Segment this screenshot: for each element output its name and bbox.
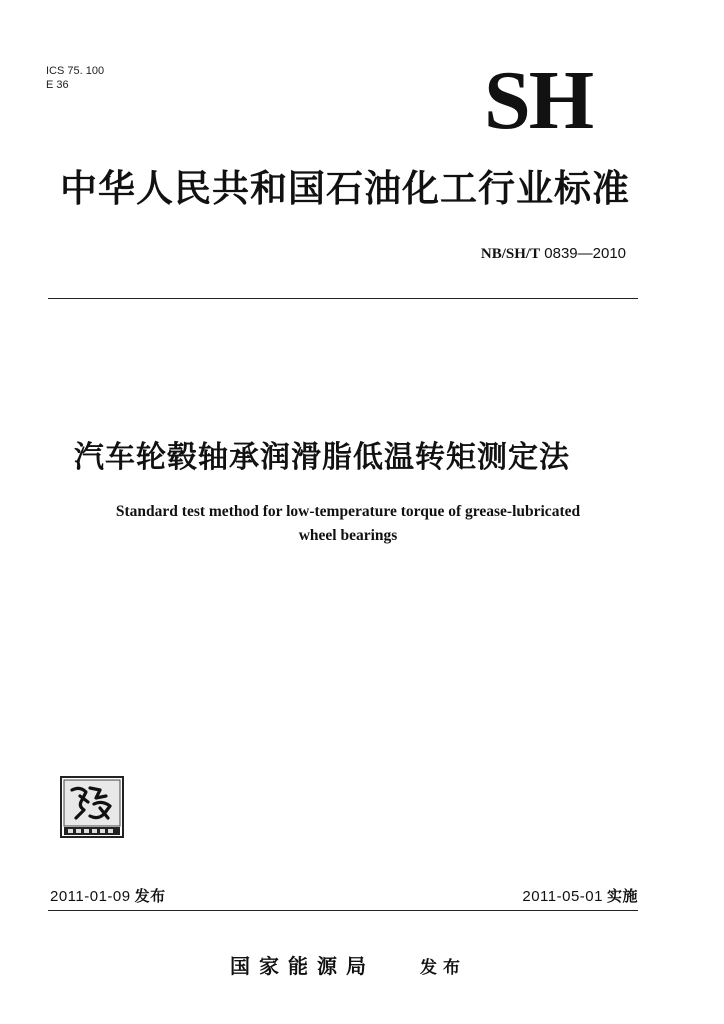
implementation-date-value: 2011-05-01 — [522, 888, 603, 905]
ics-code: ICS 75. 100 — [46, 65, 105, 77]
bottom-divider — [48, 910, 638, 911]
english-title-line-2: wheel bearings — [298, 527, 398, 544]
org-title: 中华人民共和国石油化工行业标准 — [60, 167, 630, 210]
top-divider — [48, 298, 638, 299]
chinese-title: 汽车轮毂轴承润滑脂低温转矩测定法 — [74, 440, 570, 475]
standard-code-prefix: NB/SH/T — [480, 246, 541, 262]
publisher-seal-icon — [60, 776, 124, 838]
ccs-code: E 36 — [46, 79, 69, 91]
publish-label: 发布 — [420, 958, 466, 978]
issue-date-label: 发布 — [134, 887, 166, 905]
issue-date-value: 2011-01-09 — [50, 888, 131, 905]
standard-code-number: 0839—2010 — [540, 245, 626, 262]
publisher-name: 国家能源局 — [230, 954, 375, 978]
issue-date — [50, 886, 166, 907]
english-title-line-1: Standard test method for low-temperature torque of grease-lubricated — [115, 503, 581, 520]
implementation-date — [522, 886, 638, 907]
classification-codes — [46, 64, 104, 92]
standard-code — [481, 244, 626, 264]
implementation-date-label: 实施 — [606, 887, 638, 905]
sh-logo: SH — [484, 54, 593, 147]
english-title — [60, 500, 636, 548]
